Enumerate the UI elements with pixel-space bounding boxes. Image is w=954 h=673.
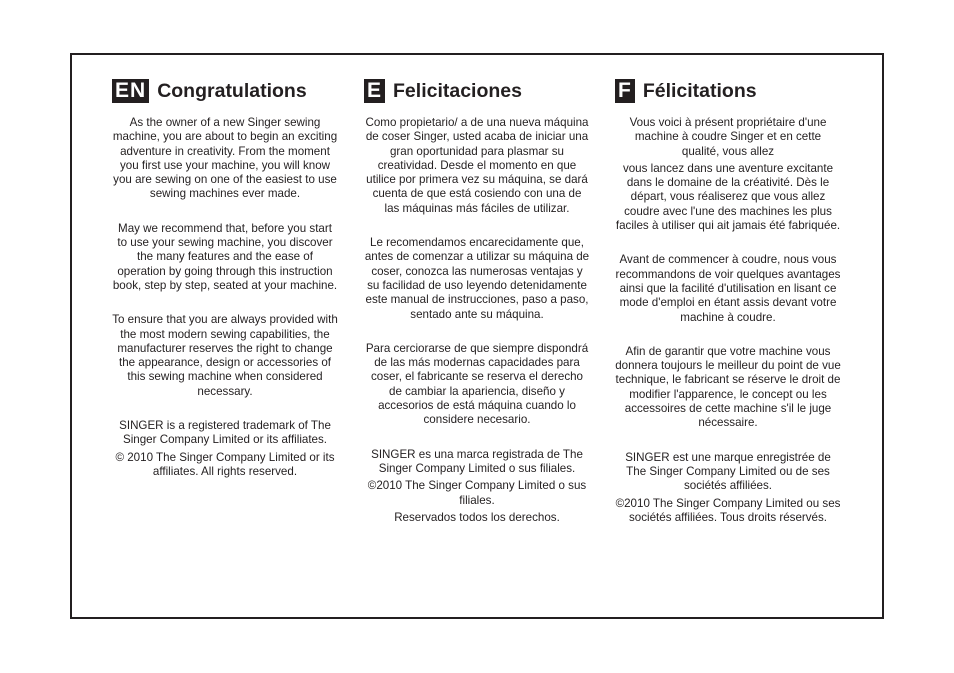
- paragraph-recommend-en: May we recommend that, before you start to use your sewing machine, you discover the many features and the ease of operation by going through this instruction book, step by step, seated at your machine.: [112, 221, 338, 292]
- paragraph-reserved-es: Reservados todos los derechos.: [394, 510, 560, 524]
- paragraph-intro-fr-part1: Vous voici à présent propriétaire d'une machine à coudre Singer et en cette qualité, vous allez: [629, 116, 827, 158]
- paragraph-trademark-fr: SINGER est une marque enregistrée de The Singer Company Limited ou de ses sociétés affiliées.: [625, 450, 831, 493]
- paragraph-rights-en: To ensure that you are always provided with the most modern sewing capabilities, the manufacturer reserves the right to change the appearance, design or accessories of this sewing machine when considered necessary.: [112, 313, 338, 398]
- section-title-es: Felicitaciones: [393, 79, 522, 102]
- language-badge-es: E: [364, 79, 385, 103]
- section-header-english: [112, 78, 338, 104]
- paragraph-copyright-en: © 2010 The Singer Company Limited or its affiliates. All rights reserved.: [115, 450, 335, 478]
- column-french: [615, 78, 841, 525]
- section-header-french: [615, 78, 841, 104]
- section-title-fr: Félicitations: [642, 79, 757, 102]
- section-title-en: Congratulations: [157, 79, 307, 102]
- paragraph-rights-es: Para cerciorarse de que siempre dispondrá de las más modernas capacidades para coser, el fabricante se reserva el derecho de cambiar la apariencia, diseño y accesorios de está máquina cuando lo considere necesario.: [365, 341, 589, 427]
- paragraph-intro-en: As the owner of a new Singer sewing machine, you are about to begin an exciting adventure in creativity. From the moment you first use your machine, you will know you are sewing on one of the easiest to use sewing machines ever made.: [112, 116, 338, 201]
- paragraph-intro-fr-part2: vous lancez dans une aventure excitante dans le domaine de la créativité. Dès le départ, vous réaliserez que vous allez coudre avec l'une des machines les plus faciles à utiliser qui ait jamais été fabriquée.: [615, 161, 841, 233]
- paragraph-copyright-es: ©2010 The Singer Company Limited o sus filiales.: [367, 479, 587, 507]
- column-spanish: [364, 78, 590, 525]
- paragraph-trademark-en: SINGER is a registered trademark of The Singer Company Limited or its affiliates.: [119, 419, 331, 447]
- paragraph-intro-es: Como propietario/ a de una nueva máquina de coser Singer, usted acaba de iniciar una gran oportunidad para plasmar su creatividad. Desde el momento en que utilice por primera vez su máquina, se dará cuenta de que está cosiendo con una de las máquinas más fáciles de utilizar.: [365, 116, 589, 215]
- paragraph-recommend-fr: Avant de commencer à coudre, nous vous recommandons de voir quelques avantages ainsi que la facilité d'utilisation en lisant ce mode d'emploi en étant assis devant votre machine à coudre.: [615, 253, 841, 324]
- language-badge-en: EN: [112, 79, 149, 103]
- paragraph-trademark-es: SINGER es una marca registrada de The Singer Company Limited o sus filiales.: [371, 447, 583, 475]
- paragraph-copyright-fr: ©2010 The Singer Company Limited ou ses sociétés affiliées. Tous droits réservés.: [615, 496, 841, 524]
- column-english: [112, 78, 338, 479]
- paragraph-rights-fr: Afin de garantir que votre machine vous donnera toujours le meilleur du point de vue technique, le fabricant se réserve le droit de modifier l'apparence, le concept ou les accessoires de cette machine s'il le juge nécessaire.: [615, 344, 841, 430]
- language-badge-fr: F: [615, 79, 635, 103]
- paragraph-recommend-es: Le recomendamos encarecidamente que, antes de comenzar a utilizar su máquina de coser, conozca las numerosas ventajas y su facilidad de uso leyendo detenidamente este manual de instrucciones, paso a paso, sentado ante su máquina.: [364, 236, 590, 321]
- section-header-spanish: [364, 78, 590, 104]
